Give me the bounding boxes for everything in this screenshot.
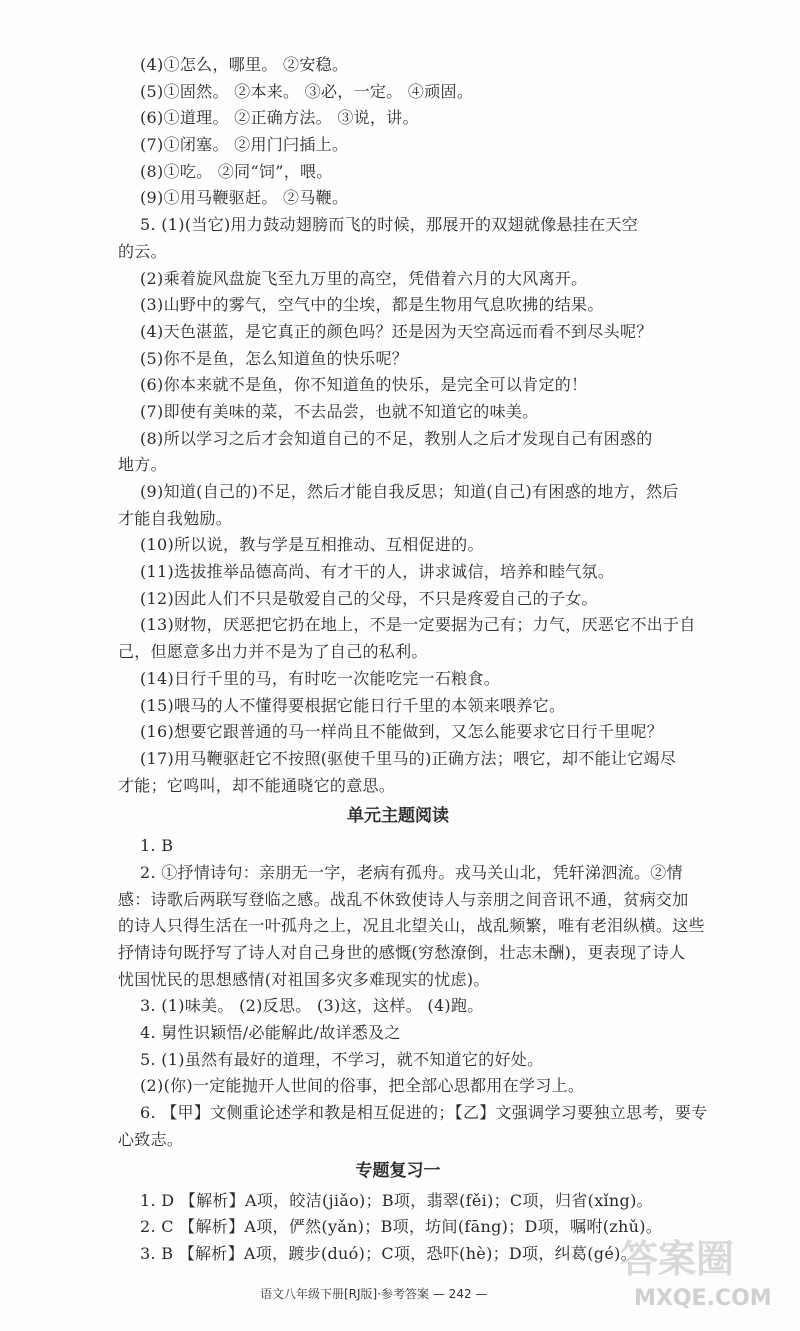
text-line: 心致志。 (118, 1129, 184, 1149)
text-line: (13)财物，厌恶把它扔在地上，不是一定要据为己有；力气，厌恶它不出于自 (140, 615, 696, 635)
text-line: 地方。 (118, 455, 167, 475)
watermark-url: MXQE.COM (634, 1286, 772, 1311)
section-heading: 单元主题阅读 (347, 806, 449, 827)
text-line: 感：诗歌后两联写登临之感。战乱不休致使诗人与亲朋之间音讯不通，贫病交加 (118, 889, 689, 909)
text-line: 抒情诗句既抒写了诗人对自己身世的感慨(穷愁潦倒，壮志未酬)，更表现了诗人 (118, 943, 686, 962)
text-line: (5)你不是鱼，怎么知道鱼的快乐呢？ (140, 348, 409, 368)
text-line: 才能；它鸣叫，却不能通晓它的意思。 (118, 775, 396, 795)
text-line: (12)因此人们不只是敬爱自己的父母，不只是疼爱自己的子女。 (140, 588, 598, 608)
text-line: (9)知道(自己的)不足，然后才能自我反思；知道(自己)有困惑的地方，然后 (140, 482, 679, 501)
text-line: 的诗人只得生活在一叶孤舟之上，况且北望关山，战乱频繁，唯有老泪纵横。这些 (118, 916, 705, 936)
watermark-text: 答案圈 (620, 1237, 735, 1281)
text-line: (7)即使有美味的菜，不去品尝，也就不知道它的味美。 (140, 401, 539, 421)
text-line: (11)选拔推举品德高尚、有才干的人，讲求诚信，培养和睦气氛。 (140, 562, 615, 582)
text-line: (14)日行千里的马，有时吃一次能吃完一石粮食。 (140, 668, 501, 688)
text-line: 3. B 【解析】A项，踱步(duó)；C项，恐吓(hè)；D项，纠葛(gé)。 (140, 1243, 637, 1263)
text-line: (3)山野中的雾气，空气中的尘埃，都是生物用气息吹拂的结果。 (140, 295, 604, 315)
text-line: 2. C 【解析】A项，俨然(yǎn)；B项，坊间(fāng)；D项，嘱咐(zhǔ)。 (140, 1217, 663, 1237)
text-line: (4)天色湛蓝，是它真正的颜色吗？还是因为天空高远而看不到尽头呢？ (140, 321, 653, 341)
text-line: (6)①道理。 ②正确方法。 ③说，讲。 (140, 108, 419, 128)
text-line: 4. 舅性识颖悟/必能解此/故详悉及之 (140, 1023, 401, 1043)
text-line: (2)乘着旋风盘旋飞至九万里的高空，凭借着六月的大风离开。 (140, 268, 588, 288)
text-line: (15)喂马的人不懂得要根据它能日行千里的本领来喂养它。 (140, 695, 566, 715)
text-line: (17)用马鞭驱赶它不按照(驱使千里马的)正确方法；喂它，却不能让它竭尽 (140, 748, 677, 768)
text-line: (8)①吃。 ②同“饲”，喂。 (140, 161, 333, 181)
text-line: (10)所以说，教与学是互相推动、互相促进的。 (140, 535, 484, 555)
page-footer: 语文八年级下册[RJ版]·参考答案 — 242 — (260, 1287, 488, 1301)
text-line: 2. ①抒情诗句：亲朋无一字，老病有孤舟。戎马关山北，凭轩涕泗流。②情 (140, 862, 683, 882)
text-line: 5. (1)(当它)用力鼓动翅膀而飞的时候，那展开的双翅就像悬挂在天空 (140, 215, 639, 235)
text-line: 5. (1)虽然有最好的道理，不学习，就不知道它的好处。 (140, 1049, 544, 1069)
text-line: (4)①怎么，哪里。 ②安稳。 (140, 55, 349, 74)
text-line: (6)你本来就不是鱼，你不知道鱼的快乐，是完全可以肯定的！ (140, 375, 588, 395)
text-line: (16)想要它跟普通的马一样尚且不能做到，又怎么能要求它日行千里呢？ (140, 722, 664, 742)
text-line: 1. B (140, 836, 174, 856)
text-line: 己，但愿意多出力并不是为了自己的私利。 (118, 642, 428, 662)
section-heading: 专题复习一 (355, 1160, 441, 1181)
text-line: (2)(你)一定能抛开人世间的俗事，把全部心思都用在学习上。 (140, 1076, 585, 1096)
text-line: (9)①用马鞭驱赶。 ②马鞭。 (140, 188, 349, 208)
text-line: 的云。 (118, 241, 167, 261)
text-line: (7)①闭塞。 ②用门闩插上。 (140, 135, 349, 155)
text-line: 1. D 【解析】A项，皎洁(jiǎo)；B项，翡翠(fěi)；C项，归省(xǐng)。 (140, 1190, 653, 1210)
text-line: (8)所以学习之后才会知道自己的不足，教别人之后才发现自己有困惑的 (140, 428, 653, 448)
text-line: (5)①固然。 ②本来。 ③必，一定。 ④顽固。 (140, 81, 474, 101)
text-line: 忧国忧民的思想感情(对祖国多灾多难现实的忧虑)。 (118, 969, 490, 989)
text-line: 才能自我勉励。 (118, 508, 233, 528)
watermark-logo (620, 1228, 790, 1323)
text-line: 3. (1)味美。 (2)反思。 (3)这，这样。 (4)跑。 (140, 996, 484, 1016)
text-line: 6. 【甲】文侧重论述学和教是相互促进的；【乙】文强调学习要独立思考，要专 (140, 1103, 708, 1123)
